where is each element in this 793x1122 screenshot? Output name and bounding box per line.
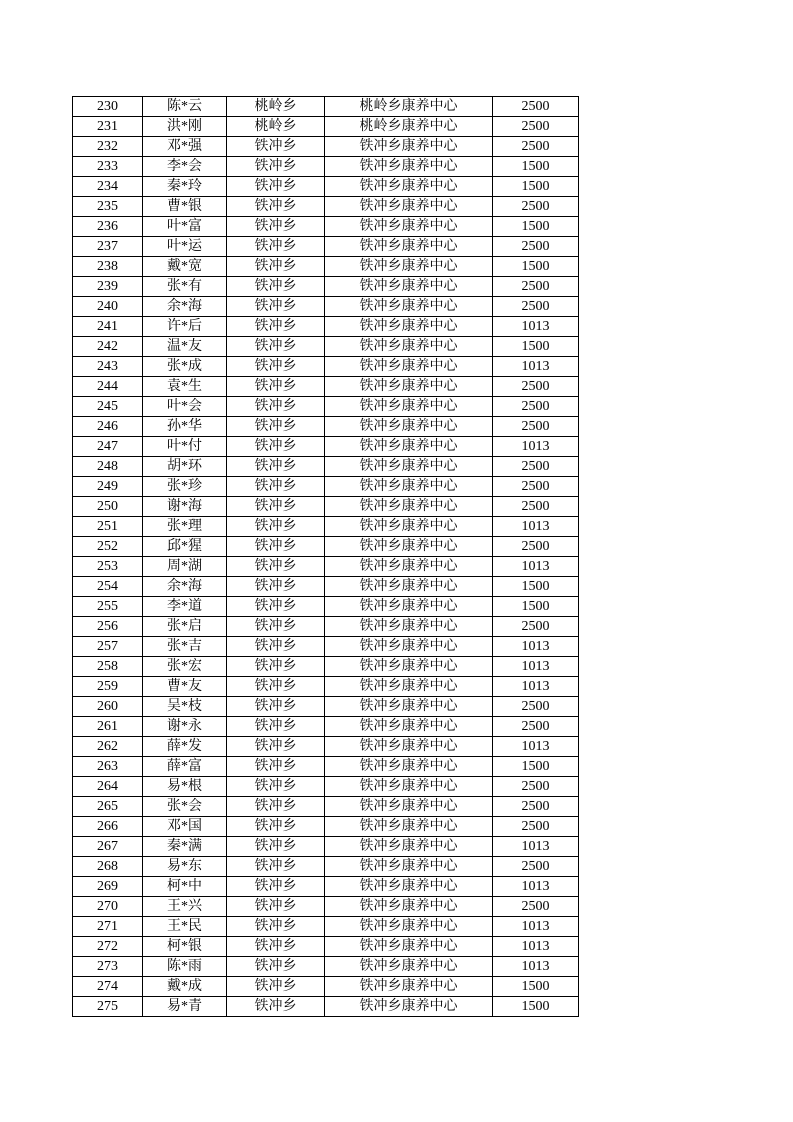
cell-index: 272 — [73, 937, 143, 957]
cell-name: 陈*云 — [143, 97, 227, 117]
table-row — [73, 777, 579, 797]
cell-index: 240 — [73, 297, 143, 317]
cell-index: 244 — [73, 377, 143, 397]
cell-center: 铁冲乡康养中心 — [325, 897, 493, 917]
cell-index: 249 — [73, 477, 143, 497]
cell-amount: 2500 — [493, 497, 579, 517]
table-row — [73, 537, 579, 557]
cell-amount: 1013 — [493, 517, 579, 537]
cell-center: 铁冲乡康养中心 — [325, 697, 493, 717]
cell-amount: 2500 — [493, 857, 579, 877]
cell-name: 张*有 — [143, 277, 227, 297]
cell-township: 铁冲乡 — [227, 757, 325, 777]
table-row — [73, 617, 579, 637]
cell-township: 铁冲乡 — [227, 337, 325, 357]
cell-amount: 2500 — [493, 417, 579, 437]
table-row — [73, 917, 579, 937]
cell-township: 铁冲乡 — [227, 857, 325, 877]
cell-name: 邓*强 — [143, 137, 227, 157]
cell-township: 铁冲乡 — [227, 177, 325, 197]
cell-center: 桃岭乡康养中心 — [325, 117, 493, 137]
cell-name: 薛*富 — [143, 757, 227, 777]
cell-index: 253 — [73, 557, 143, 577]
table-row — [73, 317, 579, 337]
cell-index: 266 — [73, 817, 143, 837]
cell-index: 233 — [73, 157, 143, 177]
cell-index: 231 — [73, 117, 143, 137]
cell-amount: 2500 — [493, 297, 579, 317]
table-row — [73, 177, 579, 197]
cell-township: 铁冲乡 — [227, 997, 325, 1017]
table-row — [73, 557, 579, 577]
cell-index: 258 — [73, 657, 143, 677]
table-row — [73, 677, 579, 697]
table-row — [73, 577, 579, 597]
cell-name: 张*理 — [143, 517, 227, 537]
cell-name: 袁*生 — [143, 377, 227, 397]
cell-center: 铁冲乡康养中心 — [325, 857, 493, 877]
cell-index: 235 — [73, 197, 143, 217]
cell-center: 铁冲乡康养中心 — [325, 317, 493, 337]
cell-center: 铁冲乡康养中心 — [325, 957, 493, 977]
cell-township: 桃岭乡 — [227, 117, 325, 137]
table-row — [73, 637, 579, 657]
cell-name: 许*后 — [143, 317, 227, 337]
table-row — [73, 237, 579, 257]
cell-name: 秦*玲 — [143, 177, 227, 197]
cell-index: 251 — [73, 517, 143, 537]
cell-center: 铁冲乡康养中心 — [325, 777, 493, 797]
cell-amount: 1500 — [493, 597, 579, 617]
cell-name: 戴*成 — [143, 977, 227, 997]
cell-center: 铁冲乡康养中心 — [325, 717, 493, 737]
cell-township: 铁冲乡 — [227, 357, 325, 377]
table-row — [73, 877, 579, 897]
table-row — [73, 477, 579, 497]
table-row — [73, 397, 579, 417]
cell-name: 邱*猩 — [143, 537, 227, 557]
cell-township: 铁冲乡 — [227, 377, 325, 397]
cell-township: 铁冲乡 — [227, 837, 325, 857]
cell-center: 铁冲乡康养中心 — [325, 237, 493, 257]
table-row — [73, 297, 579, 317]
cell-name: 余*海 — [143, 297, 227, 317]
cell-name: 叶*付 — [143, 437, 227, 457]
table-row — [73, 757, 579, 777]
cell-township: 铁冲乡 — [227, 677, 325, 697]
cell-amount: 2500 — [493, 97, 579, 117]
table-row — [73, 197, 579, 217]
cell-name: 叶*富 — [143, 217, 227, 237]
cell-center: 铁冲乡康养中心 — [325, 397, 493, 417]
table-row — [73, 437, 579, 457]
table-row — [73, 957, 579, 977]
cell-name: 张*珍 — [143, 477, 227, 497]
cell-index: 230 — [73, 97, 143, 117]
table-row — [73, 157, 579, 177]
cell-name: 周*湖 — [143, 557, 227, 577]
cell-amount: 1500 — [493, 757, 579, 777]
cell-name: 张*成 — [143, 357, 227, 377]
cell-center: 桃岭乡康养中心 — [325, 97, 493, 117]
table-row — [73, 517, 579, 537]
cell-center: 铁冲乡康养中心 — [325, 217, 493, 237]
cell-index: 254 — [73, 577, 143, 597]
cell-index: 242 — [73, 337, 143, 357]
cell-amount: 1013 — [493, 357, 579, 377]
cell-center: 铁冲乡康养中心 — [325, 157, 493, 177]
cell-township: 铁冲乡 — [227, 717, 325, 737]
cell-center: 铁冲乡康养中心 — [325, 757, 493, 777]
cell-name: 张*会 — [143, 797, 227, 817]
cell-name: 戴*宽 — [143, 257, 227, 277]
cell-index: 275 — [73, 997, 143, 1017]
cell-center: 铁冲乡康养中心 — [325, 337, 493, 357]
table-row — [73, 737, 579, 757]
cell-amount: 2500 — [493, 797, 579, 817]
cell-township: 铁冲乡 — [227, 237, 325, 257]
cell-name: 叶*运 — [143, 237, 227, 257]
cell-center: 铁冲乡康养中心 — [325, 797, 493, 817]
table-body — [73, 97, 579, 1017]
cell-center: 铁冲乡康养中心 — [325, 917, 493, 937]
cell-name: 温*友 — [143, 337, 227, 357]
cell-amount: 1013 — [493, 877, 579, 897]
cell-name: 柯*银 — [143, 937, 227, 957]
cell-name: 秦*满 — [143, 837, 227, 857]
cell-amount: 2500 — [493, 397, 579, 417]
cell-name: 王*民 — [143, 917, 227, 937]
table-row — [73, 697, 579, 717]
cell-township: 铁冲乡 — [227, 317, 325, 337]
cell-center: 铁冲乡康养中心 — [325, 677, 493, 697]
cell-index: 237 — [73, 237, 143, 257]
data-table — [72, 96, 579, 1017]
cell-center: 铁冲乡康养中心 — [325, 837, 493, 857]
cell-township: 铁冲乡 — [227, 437, 325, 457]
cell-township: 桃岭乡 — [227, 97, 325, 117]
cell-center: 铁冲乡康养中心 — [325, 417, 493, 437]
cell-township: 铁冲乡 — [227, 477, 325, 497]
cell-center: 铁冲乡康养中心 — [325, 597, 493, 617]
cell-name: 余*海 — [143, 577, 227, 597]
cell-township: 铁冲乡 — [227, 157, 325, 177]
table-row — [73, 857, 579, 877]
cell-township: 铁冲乡 — [227, 137, 325, 157]
table-row — [73, 337, 579, 357]
cell-township: 铁冲乡 — [227, 397, 325, 417]
cell-index: 232 — [73, 137, 143, 157]
cell-center: 铁冲乡康养中心 — [325, 257, 493, 277]
table-row — [73, 97, 579, 117]
cell-center: 铁冲乡康养中心 — [325, 197, 493, 217]
cell-index: 236 — [73, 217, 143, 237]
cell-center: 铁冲乡康养中心 — [325, 997, 493, 1017]
cell-amount: 1013 — [493, 657, 579, 677]
cell-township: 铁冲乡 — [227, 277, 325, 297]
table-row — [73, 377, 579, 397]
cell-index: 255 — [73, 597, 143, 617]
cell-amount: 1013 — [493, 557, 579, 577]
cell-center: 铁冲乡康养中心 — [325, 937, 493, 957]
cell-amount: 1013 — [493, 737, 579, 757]
cell-amount: 2500 — [493, 137, 579, 157]
cell-amount: 2500 — [493, 777, 579, 797]
cell-name: 吴*枝 — [143, 697, 227, 717]
cell-amount: 2500 — [493, 697, 579, 717]
cell-index: 239 — [73, 277, 143, 297]
table-row — [73, 257, 579, 277]
cell-name: 谢*永 — [143, 717, 227, 737]
cell-name: 洪*刚 — [143, 117, 227, 137]
cell-township: 铁冲乡 — [227, 897, 325, 917]
cell-center: 铁冲乡康养中心 — [325, 977, 493, 997]
cell-name: 李*会 — [143, 157, 227, 177]
cell-index: 234 — [73, 177, 143, 197]
cell-index: 270 — [73, 897, 143, 917]
cell-amount: 1013 — [493, 437, 579, 457]
cell-township: 铁冲乡 — [227, 637, 325, 657]
cell-amount: 1500 — [493, 157, 579, 177]
cell-township: 铁冲乡 — [227, 617, 325, 637]
cell-index: 246 — [73, 417, 143, 437]
cell-township: 铁冲乡 — [227, 697, 325, 717]
cell-township: 铁冲乡 — [227, 497, 325, 517]
cell-center: 铁冲乡康养中心 — [325, 537, 493, 557]
cell-name: 易*东 — [143, 857, 227, 877]
cell-amount: 1013 — [493, 917, 579, 937]
cell-name: 陈*雨 — [143, 957, 227, 977]
cell-township: 铁冲乡 — [227, 937, 325, 957]
cell-index: 263 — [73, 757, 143, 777]
cell-center: 铁冲乡康养中心 — [325, 557, 493, 577]
table-row — [73, 837, 579, 857]
cell-center: 铁冲乡康养中心 — [325, 437, 493, 457]
cell-index: 271 — [73, 917, 143, 937]
cell-center: 铁冲乡康养中心 — [325, 177, 493, 197]
cell-index: 257 — [73, 637, 143, 657]
cell-amount: 2500 — [493, 277, 579, 297]
cell-amount: 2500 — [493, 477, 579, 497]
cell-index: 248 — [73, 457, 143, 477]
cell-index: 268 — [73, 857, 143, 877]
cell-index: 269 — [73, 877, 143, 897]
cell-township: 铁冲乡 — [227, 297, 325, 317]
cell-center: 铁冲乡康养中心 — [325, 517, 493, 537]
cell-name: 薛*发 — [143, 737, 227, 757]
cell-amount: 2500 — [493, 897, 579, 917]
cell-name: 曹*银 — [143, 197, 227, 217]
table-row — [73, 137, 579, 157]
cell-township: 铁冲乡 — [227, 257, 325, 277]
cell-amount: 2500 — [493, 537, 579, 557]
cell-amount: 1500 — [493, 177, 579, 197]
cell-name: 张*启 — [143, 617, 227, 637]
cell-index: 259 — [73, 677, 143, 697]
cell-name: 胡*环 — [143, 457, 227, 477]
cell-index: 267 — [73, 837, 143, 857]
cell-amount: 1500 — [493, 577, 579, 597]
cell-center: 铁冲乡康养中心 — [325, 457, 493, 477]
cell-amount: 2500 — [493, 117, 579, 137]
cell-index: 274 — [73, 977, 143, 997]
table-row — [73, 897, 579, 917]
table-row — [73, 597, 579, 617]
cell-center: 铁冲乡康养中心 — [325, 357, 493, 377]
cell-index: 252 — [73, 537, 143, 557]
table-row — [73, 457, 579, 477]
cell-township: 铁冲乡 — [227, 777, 325, 797]
cell-amount: 2500 — [493, 817, 579, 837]
cell-amount: 1013 — [493, 317, 579, 337]
cell-amount: 1500 — [493, 217, 579, 237]
cell-center: 铁冲乡康养中心 — [325, 637, 493, 657]
table-row — [73, 657, 579, 677]
table-row — [73, 977, 579, 997]
cell-township: 铁冲乡 — [227, 877, 325, 897]
cell-amount: 1500 — [493, 997, 579, 1017]
table-row — [73, 417, 579, 437]
table-row — [73, 497, 579, 517]
cell-index: 238 — [73, 257, 143, 277]
table-row — [73, 797, 579, 817]
cell-township: 铁冲乡 — [227, 217, 325, 237]
cell-index: 241 — [73, 317, 143, 337]
table-row — [73, 817, 579, 837]
cell-township: 铁冲乡 — [227, 417, 325, 437]
cell-name: 邓*国 — [143, 817, 227, 837]
cell-name: 易*根 — [143, 777, 227, 797]
cell-township: 铁冲乡 — [227, 977, 325, 997]
cell-index: 243 — [73, 357, 143, 377]
cell-index: 261 — [73, 717, 143, 737]
cell-index: 262 — [73, 737, 143, 757]
cell-name: 柯*中 — [143, 877, 227, 897]
cell-amount: 1500 — [493, 257, 579, 277]
cell-center: 铁冲乡康养中心 — [325, 477, 493, 497]
cell-center: 铁冲乡康养中心 — [325, 817, 493, 837]
cell-township: 铁冲乡 — [227, 537, 325, 557]
cell-index: 256 — [73, 617, 143, 637]
table-row — [73, 217, 579, 237]
cell-amount: 1013 — [493, 937, 579, 957]
table-row — [73, 277, 579, 297]
cell-name: 孙*华 — [143, 417, 227, 437]
cell-township: 铁冲乡 — [227, 557, 325, 577]
cell-amount: 2500 — [493, 237, 579, 257]
cell-amount: 2500 — [493, 197, 579, 217]
cell-center: 铁冲乡康养中心 — [325, 657, 493, 677]
cell-amount: 1013 — [493, 957, 579, 977]
cell-township: 铁冲乡 — [227, 737, 325, 757]
cell-township: 铁冲乡 — [227, 797, 325, 817]
cell-name: 叶*会 — [143, 397, 227, 417]
cell-township: 铁冲乡 — [227, 517, 325, 537]
cell-index: 250 — [73, 497, 143, 517]
table-row — [73, 717, 579, 737]
cell-name: 王*兴 — [143, 897, 227, 917]
cell-township: 铁冲乡 — [227, 917, 325, 937]
cell-name: 易*青 — [143, 997, 227, 1017]
cell-township: 铁冲乡 — [227, 817, 325, 837]
cell-amount: 1013 — [493, 637, 579, 657]
cell-name: 张*吉 — [143, 637, 227, 657]
cell-name: 曹*友 — [143, 677, 227, 697]
cell-name: 李*道 — [143, 597, 227, 617]
cell-center: 铁冲乡康养中心 — [325, 277, 493, 297]
cell-amount: 2500 — [493, 457, 579, 477]
cell-name: 张*宏 — [143, 657, 227, 677]
cell-amount: 2500 — [493, 377, 579, 397]
cell-amount: 2500 — [493, 617, 579, 637]
cell-name: 谢*海 — [143, 497, 227, 517]
cell-township: 铁冲乡 — [227, 957, 325, 977]
table-row — [73, 937, 579, 957]
cell-center: 铁冲乡康养中心 — [325, 737, 493, 757]
cell-township: 铁冲乡 — [227, 657, 325, 677]
cell-center: 铁冲乡康养中心 — [325, 137, 493, 157]
cell-center: 铁冲乡康养中心 — [325, 877, 493, 897]
cell-index: 265 — [73, 797, 143, 817]
cell-center: 铁冲乡康养中心 — [325, 577, 493, 597]
cell-township: 铁冲乡 — [227, 577, 325, 597]
cell-center: 铁冲乡康养中心 — [325, 497, 493, 517]
cell-index: 264 — [73, 777, 143, 797]
cell-index: 273 — [73, 957, 143, 977]
cell-center: 铁冲乡康养中心 — [325, 617, 493, 637]
cell-township: 铁冲乡 — [227, 457, 325, 477]
cell-index: 245 — [73, 397, 143, 417]
table-row — [73, 117, 579, 137]
cell-amount: 1500 — [493, 337, 579, 357]
cell-amount: 2500 — [493, 717, 579, 737]
cell-index: 247 — [73, 437, 143, 457]
cell-center: 铁冲乡康养中心 — [325, 377, 493, 397]
table-row — [73, 997, 579, 1017]
cell-township: 铁冲乡 — [227, 597, 325, 617]
cell-index: 260 — [73, 697, 143, 717]
table-row — [73, 357, 579, 377]
cell-center: 铁冲乡康养中心 — [325, 297, 493, 317]
cell-amount: 1013 — [493, 677, 579, 697]
cell-amount: 1500 — [493, 977, 579, 997]
cell-township: 铁冲乡 — [227, 197, 325, 217]
cell-amount: 1013 — [493, 837, 579, 857]
